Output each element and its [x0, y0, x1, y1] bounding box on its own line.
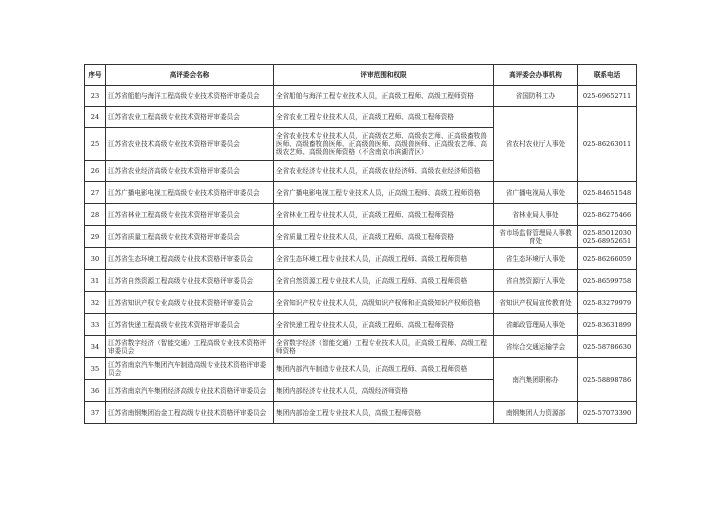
committee-name: 江苏省农业技术高级专业技术资格评审委员会	[106, 128, 274, 161]
review-scope: 集团内部汽车制造专业技术人员，正高级工程师、高级工程师资格	[274, 358, 494, 380]
table-row	[85, 292, 637, 314]
row-number: 27	[85, 182, 106, 204]
committee-name: 江苏省农业经济高级专业技术资格评审委员会	[106, 161, 274, 182]
office-org: 省邮政管理局人事处	[494, 314, 578, 336]
review-scope: 全省知识产权专业技术人员，高级知识产权师和正高级知识产权师资格	[274, 292, 494, 314]
row-number: 37	[85, 402, 106, 424]
review-scope: 全省自然资源工程专业技术人员，正高级工程师、高级工程师资格	[274, 270, 494, 292]
contact-phone: 025-83631899	[578, 314, 637, 336]
review-scope: 全省广播电影电视工程专业技术人员，正高级工程师、高级工程师资格	[274, 182, 494, 204]
header-scope: 评审范围和权限	[274, 65, 494, 86]
office-org: 省生态环境厅人事处	[494, 248, 578, 270]
table-row	[85, 358, 637, 380]
row-number: 31	[85, 270, 106, 292]
row-number: 35	[85, 358, 106, 380]
contact-phone: 025-86275466	[578, 204, 637, 226]
committee-name: 江苏省农业工程高级专业技术资格评审委员会	[106, 107, 274, 128]
office-org: 南汽集团职称办	[494, 358, 578, 402]
office-org: 省国防科工办	[494, 86, 578, 107]
review-scope: 集团内部经济专业技术人员，高级经济师资格	[274, 380, 494, 402]
row-number: 34	[85, 336, 106, 358]
review-scope: 全省数字经济（智能交通）工程专业技术人员，正高级工程师、高级工程师资格	[274, 336, 494, 358]
table-row	[85, 182, 637, 204]
office-org: 省知识产权局宣传教育处	[494, 292, 578, 314]
review-scope: 全省生态环境工程专业技术人员，正高级工程师、高级工程师资格	[274, 248, 494, 270]
review-scope: 全省质量工程专业技术人员，正高级工程师、高级工程师资格	[274, 226, 494, 248]
row-number: 32	[85, 292, 106, 314]
committee-name: 江苏省快递工程高级专业技术资格评审委员会	[106, 314, 274, 336]
contact-phone: 025-83279979	[578, 292, 637, 314]
committee-name: 江苏省林业工程高级专业技术资格评审委员会	[106, 204, 274, 226]
table-row	[85, 248, 637, 270]
committee-name: 江苏省南钢集团冶金工程高级专业技术资格评审委员会	[106, 402, 274, 424]
office-org: 省市场监督管理局人事教育处	[494, 226, 578, 248]
committee-name: 江苏省南京汽车集团经济高级专业技术资格评审委员会	[106, 380, 274, 402]
row-number: 28	[85, 204, 106, 226]
review-scope: 全省农业经济专业技术人员，正高级农业经济师、高级农业经济师资格	[274, 161, 494, 182]
review-scope: 全省快递工程专业技术人员，正高级工程师、高级工程师资格	[274, 314, 494, 336]
committee-name: 江苏省生态环境工程高级专业技术资格评审委员会	[106, 248, 274, 270]
committee-name: 江苏省数字经济（智能交通）工程高级专业技术资格评审委员会	[106, 336, 274, 358]
header-name: 高评委会名称	[106, 65, 274, 86]
row-number: 36	[85, 380, 106, 402]
committee-name: 江苏省南京汽车集团汽车制造高级专业技术资格评审委员会	[106, 358, 274, 380]
office-org: 省林业局人事处	[494, 204, 578, 226]
row-number: 25	[85, 128, 106, 161]
header-no: 序号	[85, 65, 106, 86]
table-row	[85, 86, 637, 107]
table-row	[85, 204, 637, 226]
committee-name: 江苏省知识产权专业高级专业技术资格评审委员会	[106, 292, 274, 314]
committee-name: 江苏省质量工程高级专业技术资格评审委员会	[106, 226, 274, 248]
committee-name: 江苏广播电影电视工程高级专业技术资格评审委员会	[106, 182, 274, 204]
contact-phone: 025-58786630	[578, 336, 637, 358]
contact-phone: 025-69652711	[578, 86, 637, 107]
table-header-row	[85, 65, 637, 86]
table-row	[85, 107, 637, 128]
row-number: 23	[85, 86, 106, 107]
committee-name: 江苏省船舶与海洋工程高级专业技术资格评审委员会	[106, 86, 274, 107]
review-scope: 全省船舶与海洋工程专业技术人员，正高级工程师、高级工程师资格	[274, 86, 494, 107]
contact-phone: 025-86266059	[578, 248, 637, 270]
header-phone: 联系电话	[578, 65, 637, 86]
office-org: 省农村农业厅人事处	[494, 107, 578, 182]
contact-phone: 025-86599758	[578, 270, 637, 292]
review-scope: 全省林业工程专业技术人员，正高级工程师、高级工程师资格	[274, 204, 494, 226]
table-row	[85, 336, 637, 358]
contact-phone: 025-86263011	[578, 107, 637, 182]
table-row	[85, 226, 637, 248]
contact-phone: 025-57073390	[578, 402, 637, 424]
row-number: 24	[85, 107, 106, 128]
row-number: 33	[85, 314, 106, 336]
header-org: 高评委会办事机构	[494, 65, 578, 86]
row-number: 26	[85, 161, 106, 182]
table-row	[85, 314, 637, 336]
office-org: 省自然资源厅人事处	[494, 270, 578, 292]
row-number: 29	[85, 226, 106, 248]
review-scope: 集团内部冶金工程专业技术人员，高级工程师资格	[274, 402, 494, 424]
table-row	[85, 270, 637, 292]
contact-phone: 025-84651548	[578, 182, 637, 204]
committee-name: 江苏省自然资源工程高级专业技术资格评审委员会	[106, 270, 274, 292]
review-scope: 全省农业工程专业技术人员，正高级工程师、高级工程师资格	[274, 107, 494, 128]
contact-phone: 025-85012030 025-68952651	[578, 226, 637, 248]
office-org: 南钢集团人力资源部	[494, 402, 578, 424]
office-org: 省广播电视局人事处	[494, 182, 578, 204]
committee-table	[84, 64, 637, 424]
review-scope: 全省农业技术专业技术人员，正高级农艺师、高级农艺师、正高级畜牧兽医师、高级畜牧兽医师、正高级兽医师、高级兽医师、正高级农艺师、高级农艺师、高级兽医师资格（不含南京市滨湖青区）	[274, 128, 494, 161]
table-row	[85, 402, 637, 424]
office-org: 省综合交通运输学会	[494, 336, 578, 358]
contact-phone: 025-58898786	[578, 358, 637, 402]
row-number: 30	[85, 248, 106, 270]
